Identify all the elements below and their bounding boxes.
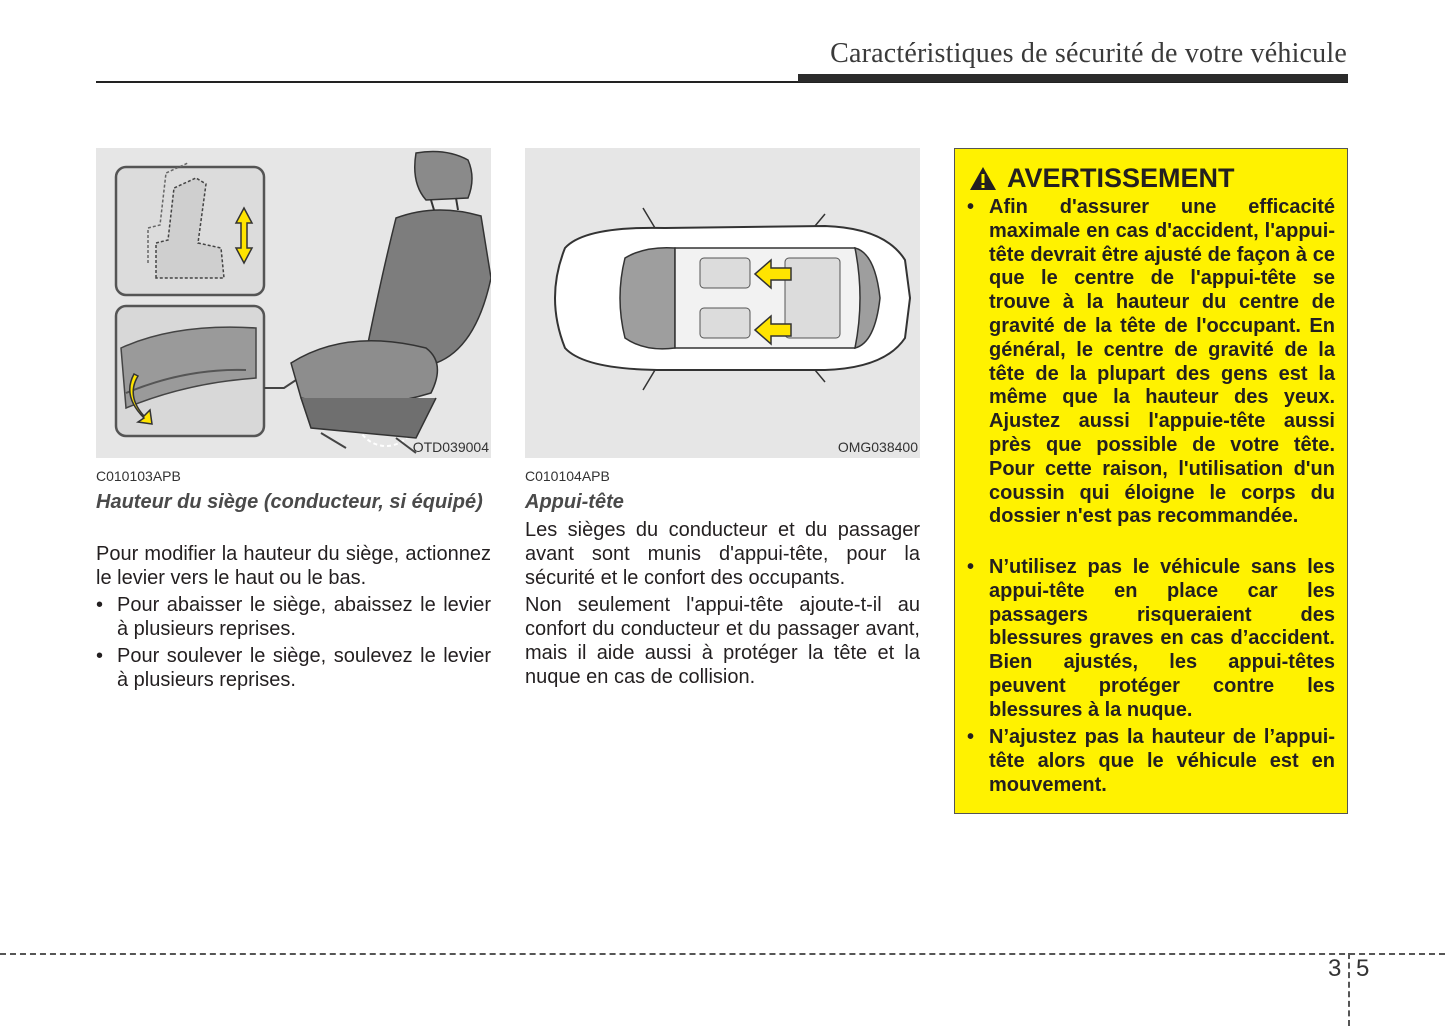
seat-height-intro: Pour modifier la hauteur du siège, actionnez le levier vers le haut ou le bas. — [96, 543, 491, 589]
section-heading-headrest: Appui-tête — [525, 491, 624, 513]
warning-title-text: AVERTISSEMENT — [1007, 163, 1235, 193]
chapter-number: 3 — [1328, 955, 1342, 982]
header-rule-accent — [798, 74, 1348, 82]
warning-item — [967, 556, 1335, 723]
warning-triangle-icon — [969, 166, 997, 191]
footer-page-separator — [1348, 953, 1350, 1026]
warning-title — [969, 163, 1235, 194]
section-heading-seat-height: Hauteur du siège (conducteur, si équipé) — [96, 491, 483, 513]
seat-illustration — [96, 148, 491, 458]
bullet-text: Pour soulever le siège, soulevez le levier à plusieurs reprises. — [117, 645, 491, 691]
warning-item-text: N’utilisez pas le véhicule sans les appui-tête en place car les passagers risqueraient des blessures graves en cas d’accident. Bien ajustés, les appui-têtes peuvent protéger contre les blessures à la nuque. — [989, 556, 1335, 721]
bullet-dot: • — [96, 645, 104, 667]
headrest-paragraph: Les sièges du conducteur et du passager avant sont munis d'appui-tête, pour la sécurité et le confort des occupants. — [525, 519, 920, 589]
headrest-figure — [525, 148, 920, 458]
warning-item — [967, 726, 1335, 797]
page-number: 5 — [1356, 955, 1370, 982]
car-top-view-illustration — [525, 148, 920, 458]
warning-item-text: N’ajustez pas la hauteur de l’appui-tête alors que le véhicule est en mouvement. — [989, 726, 1335, 796]
section-ref-code: C010104APB — [525, 468, 610, 484]
bullet-dot: • — [967, 556, 975, 578]
page-header-title: Caractéristiques de sécurité de votre véhicule — [830, 38, 1347, 69]
seat-height-figure — [96, 148, 491, 458]
figure-code: OMG038400 — [837, 439, 918, 455]
bullet-text: Pour abaisser le siège, abaissez le levier à plusieurs reprises. — [117, 594, 491, 640]
bullet-dot: • — [967, 726, 975, 748]
warning-item-text: Afin d'assurer une efficacité maximale en cas d'accident, l'appui-tête devrait être ajusté de façon à ce que le centre de l'appui-tête se trouve à la hauteur du centre de gravité de la tête de l'occupant. En général, le centre de gravité de la tête de la plupart des gens est la même que la hauteur des yeux. Ajustez aussi l'appuie-tête aussi près que possible de votre tête. Pour cette raison, l'utilisation d'un coussin qui éloigne le corps du dossier n'est pas recommandée. — [989, 196, 1335, 528]
seat-height-bullet — [96, 593, 491, 641]
bullet-dot: • — [96, 594, 104, 616]
bullet-dot: • — [967, 196, 975, 218]
figure-code: OTD039004 — [412, 439, 489, 455]
seat-height-bullet — [96, 644, 491, 692]
headrest-paragraph: Non seulement l'appui-tête ajoute-t-il au confort du conducteur et du passager avant, mais il aide aussi à protéger la tête et la nuque en cas de collision. — [525, 594, 920, 688]
footer-rule — [0, 953, 1445, 955]
warning-item — [967, 196, 1335, 529]
warning-box — [954, 148, 1348, 814]
section-ref-code: C010103APB — [96, 468, 181, 484]
